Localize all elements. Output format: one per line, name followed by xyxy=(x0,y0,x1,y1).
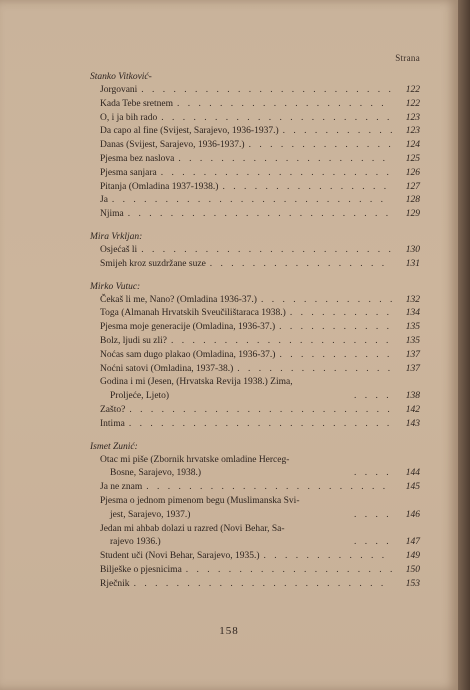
toc-entry-page: 135 xyxy=(405,322,420,333)
toc-entry-title-line: Pjesma o jednom pimenom begu (Muslimanska Svi- xyxy=(100,495,300,506)
toc-entry-page: 142 xyxy=(405,404,420,415)
dot-leader xyxy=(354,509,392,523)
toc-entry-title xyxy=(90,139,245,153)
toc-entry-title-line: Toga (Almanah Hrvatskih Sveučilištaraca 1938.) xyxy=(100,308,286,319)
toc-entry-title-line: Osjećaš li xyxy=(100,244,138,255)
book-edge xyxy=(458,0,470,690)
toc-entry xyxy=(90,454,420,482)
toc-entry-title xyxy=(90,564,182,578)
dot-leader xyxy=(354,390,392,404)
toc-entry-page: 138 xyxy=(405,391,420,402)
toc-entry-title xyxy=(90,167,157,181)
toc-entry-title-line: Bosne, Sarajevo, 1938.) xyxy=(110,468,202,479)
toc-entry-page: 132 xyxy=(405,294,420,305)
toc-entry-title xyxy=(90,294,257,308)
toc-entry-title-line: Pjesma bez naslova xyxy=(100,153,175,164)
toc-entry xyxy=(90,294,420,308)
toc-entry xyxy=(90,258,420,272)
dot-leader xyxy=(141,84,392,98)
dot-leader xyxy=(177,98,392,112)
toc-entry xyxy=(90,349,420,363)
dot-leader xyxy=(261,294,392,308)
toc-entry xyxy=(90,112,420,126)
dot-leader xyxy=(210,258,392,272)
toc-entry-title xyxy=(90,523,350,551)
toc-entry-page: 144 xyxy=(405,468,420,479)
toc-entry xyxy=(90,321,420,335)
toc-entry-page: 128 xyxy=(405,195,420,206)
toc-entry-title xyxy=(90,349,275,363)
toc-entry-title-line: Pjesma sanjara xyxy=(100,167,157,178)
toc-entry-title-line: Rječnik xyxy=(100,578,130,589)
dot-leader xyxy=(161,167,392,181)
toc-entry-title-line: Njima xyxy=(100,209,124,220)
toc-entry xyxy=(90,167,420,181)
toc-entry-title xyxy=(90,363,233,377)
author-heading: Ismet Zunić: xyxy=(90,441,138,452)
toc-entry xyxy=(90,523,420,551)
toc-entry-page: 143 xyxy=(405,418,420,429)
section-spacer xyxy=(90,222,420,230)
toc-entry-page: 122 xyxy=(405,85,420,95)
toc-entry-title xyxy=(90,98,173,112)
toc-entry-title-line: Noćas sam dugo plakao (Omladina, 1936-37.) xyxy=(100,349,276,360)
toc-entry-page: 129 xyxy=(405,209,420,220)
toc-entry-page: 147 xyxy=(405,537,420,548)
toc-entry-page: 123 xyxy=(405,126,420,137)
dot-leader xyxy=(279,349,392,363)
toc-entry-title-line: Jorgovani xyxy=(100,85,138,95)
toc-entry-title xyxy=(90,307,286,321)
toc-entry-title-line: Student uči (Novi Behar, Sarajevo, 1935.) xyxy=(100,551,260,562)
toc-entry-page: 137 xyxy=(405,363,420,374)
dot-leader xyxy=(178,153,392,167)
dot-leader xyxy=(129,404,392,418)
toc-entry-title xyxy=(90,481,142,495)
toc-entry xyxy=(90,418,420,432)
toc-entry xyxy=(90,578,420,592)
toc-entry xyxy=(90,139,420,153)
toc-entry-title xyxy=(90,194,108,208)
toc-entry xyxy=(90,84,420,98)
toc-entry xyxy=(90,363,420,377)
toc-entry xyxy=(90,307,420,321)
toc-entry-title xyxy=(90,550,260,564)
toc-entry-page: 127 xyxy=(405,181,420,192)
dot-leader xyxy=(290,307,392,321)
author-heading: Mira Vrkljan: xyxy=(90,231,143,242)
toc-entry-title-line: rajevo 1936.) xyxy=(110,537,161,548)
dot-leader xyxy=(161,112,392,126)
page-number: 158 xyxy=(219,625,239,637)
toc-entry-page: 146 xyxy=(405,509,420,520)
toc-entry-title xyxy=(90,258,206,272)
toc-entry xyxy=(90,335,420,349)
toc-entry xyxy=(90,244,420,258)
toc-entry-page: 125 xyxy=(405,153,420,164)
dot-leader xyxy=(134,578,392,592)
toc-entry-title-line: jest, Sarajevo, 1937.) xyxy=(110,509,191,520)
toc-entry-title-line: Bolz, ljudi su zli? xyxy=(100,335,168,346)
dot-leader xyxy=(112,194,392,208)
toc-entry xyxy=(90,181,420,195)
toc-entry-page: 134 xyxy=(405,308,420,319)
toc-entry xyxy=(90,376,420,404)
toc-entry-title-line: Zašto? xyxy=(100,404,126,415)
toc-entry-page: 126 xyxy=(405,167,420,178)
toc-entry-title-line: Kada Tebe sretnem xyxy=(100,98,174,109)
toc-entry-title-line: Proljeće, Ljeto) xyxy=(110,391,170,402)
toc-entry-title-line: Pitanja (Omladina 1937-1938.) xyxy=(100,181,219,192)
toc-entry xyxy=(90,153,420,167)
toc-entry xyxy=(90,194,420,208)
toc-entry-page: 153 xyxy=(405,578,420,589)
toc-entry-title-line: Ja ne znam xyxy=(100,482,143,493)
dot-leader xyxy=(279,321,392,335)
toc-entry-title-line: Intima xyxy=(100,418,125,429)
toc-entry-title-line: Noćni satovi (Omladina, 1937-38.) xyxy=(100,363,234,374)
toc-entry-title xyxy=(90,84,137,98)
toc-entry-page: 137 xyxy=(405,349,420,360)
toc-entry xyxy=(90,481,420,495)
dot-leader xyxy=(171,335,392,349)
toc-entry-title-line: Da capo al fine (Svijest, Sarajevo, 1936-1937.) xyxy=(100,126,279,137)
author-heading: Stanko Vitković- xyxy=(90,72,152,82)
toc-entry-page: 130 xyxy=(405,244,420,255)
dot-leader xyxy=(186,564,392,578)
toc-entry-title xyxy=(90,208,124,222)
dot-leader xyxy=(354,536,392,550)
toc-entry-title-line: Smijeh kroz suzdržane suze xyxy=(100,258,206,269)
dot-leader xyxy=(141,244,392,258)
toc-entry-page: 122 xyxy=(405,98,420,109)
toc-entry-title xyxy=(90,112,157,126)
toc-entry-title xyxy=(90,404,125,418)
dot-leader xyxy=(128,208,392,222)
toc-entry-title-line: Danas (Svijest, Sarajevo, 1936-1937.) xyxy=(100,140,245,151)
dot-leader xyxy=(237,363,392,377)
toc-entry-page: 145 xyxy=(405,482,420,493)
toc-entry-page: 150 xyxy=(405,564,420,575)
dot-leader xyxy=(222,181,392,195)
toc-entry-title xyxy=(90,125,279,139)
toc-entry-title-line: Godina i mi (Jesen, (Hrvatska Revija 1938.) Zima, xyxy=(100,377,293,388)
toc-entry-title xyxy=(90,244,137,258)
section-spacer xyxy=(90,272,420,280)
toc-entry xyxy=(90,564,420,578)
toc-entry-title-line: Ja xyxy=(100,195,108,206)
toc-entry-title xyxy=(90,578,130,592)
toc-entry-title xyxy=(90,376,350,404)
toc-entry-title-line: Čekaš li me, Nano? (Omladina 1936-37.) xyxy=(100,294,257,305)
section-spacer xyxy=(90,432,420,440)
dot-leader xyxy=(249,139,392,153)
toc-entry-page: 131 xyxy=(405,258,420,269)
toc-entry-title xyxy=(90,418,125,432)
toc-entry-title-line: Otac mi piše (Zbornik hrvatske omladine Herceg- xyxy=(100,454,290,465)
dot-leader xyxy=(283,125,392,139)
toc-entry-page: 123 xyxy=(405,112,420,123)
toc-entry-title-line: Pjesma moje generacije (Omladina, 1936-37.) xyxy=(100,322,276,333)
toc-entry-title-line: Bilješke o pjesnicima xyxy=(100,564,182,575)
dot-leader xyxy=(146,481,392,495)
toc-entry-title xyxy=(90,495,350,523)
toc-entry xyxy=(90,495,420,523)
toc-entry xyxy=(90,125,420,139)
toc-entry-title-line: Jedan mi ahbab dolazi u razred (Novi Behar, Sa- xyxy=(100,523,285,534)
toc-entry-title xyxy=(90,335,167,349)
table-of-contents xyxy=(90,70,420,592)
page-column-header: Strana xyxy=(395,53,420,63)
toc-entry-title xyxy=(90,153,174,167)
toc-entry xyxy=(90,208,420,222)
toc-entry xyxy=(90,550,420,564)
toc-entry-page: 149 xyxy=(405,551,420,562)
dot-leader xyxy=(129,418,392,432)
toc-entry-page: 135 xyxy=(405,335,420,346)
dot-leader xyxy=(354,467,392,481)
dot-leader xyxy=(264,550,392,564)
toc-entry-title-line: O, i ja bih rado xyxy=(100,112,158,123)
toc-entry-title xyxy=(90,454,350,482)
toc-entry xyxy=(90,98,420,112)
toc-entry-title xyxy=(90,321,275,335)
toc-entry-title xyxy=(90,181,218,195)
author-heading: Mirko Vutuc: xyxy=(90,281,141,292)
toc-entry xyxy=(90,404,420,418)
toc-entry-page: 124 xyxy=(405,140,420,151)
